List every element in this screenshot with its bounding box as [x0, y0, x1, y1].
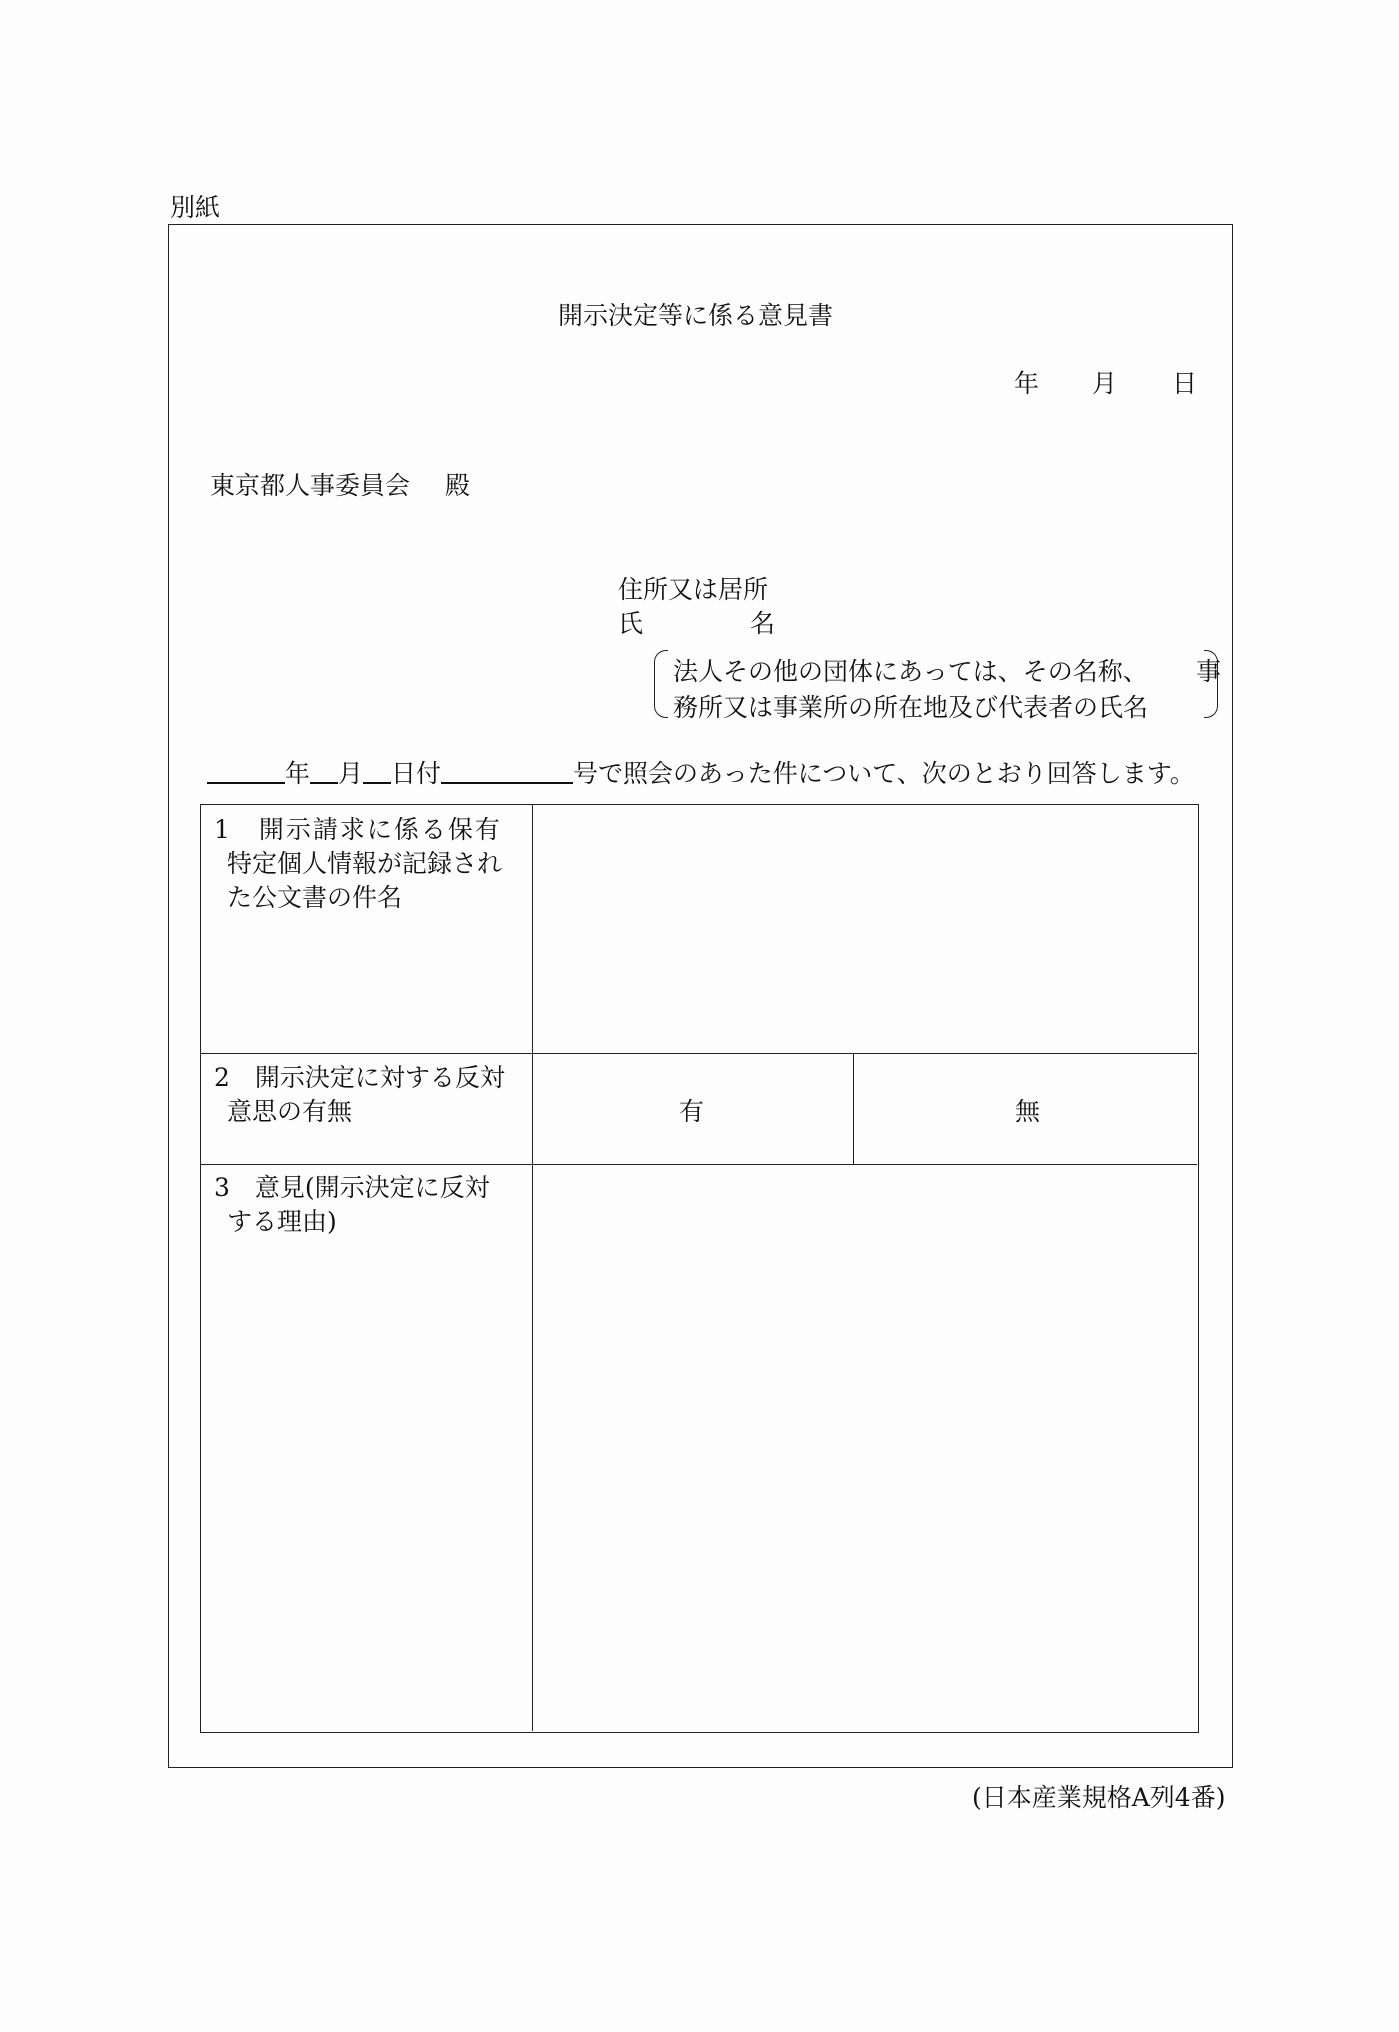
day-blank[interactable] [363, 760, 391, 784]
corp-note-line1: 法人その他の団体にあっては、その名称、 [673, 657, 1148, 686]
ref-day-label: 日付 [391, 759, 442, 788]
document-name-field[interactable] [534, 805, 1197, 1052]
row2-label [214, 1061, 505, 1129]
opinion-table [200, 804, 1199, 1733]
corp-note-line1-end: 事 [1196, 657, 1222, 686]
addressee-suffix: 殿 [445, 471, 471, 500]
address-label: 住所又は居所 [618, 575, 769, 604]
row-divider-1 [201, 1053, 1197, 1054]
row3-label [214, 1171, 490, 1239]
reference-line [207, 754, 1195, 790]
ref-number-text: 号で照会のあった件について、次のとおり回答します。 [573, 759, 1195, 788]
option-no[interactable]: 無 [1015, 1097, 1041, 1126]
ref-month-label: 月 [338, 759, 364, 788]
row3-label-line1: 3 意見(開示決定に反対 [214, 1173, 490, 1202]
number-blank[interactable] [441, 760, 573, 784]
year-blank[interactable] [207, 760, 285, 784]
name-label-first: 氏 [618, 609, 644, 638]
left-bracket [654, 650, 668, 718]
column-divider [532, 805, 533, 1731]
option-yes[interactable]: 有 [679, 1097, 705, 1126]
opinion-field[interactable] [534, 1166, 1197, 1731]
date-day-label: 日 [1172, 369, 1198, 398]
ref-year-label: 年 [285, 759, 311, 788]
paper-size-note: (日本産業規格A列4番) [972, 1783, 1226, 1812]
row-divider-2 [201, 1164, 1197, 1165]
document-title: 開示決定等に係る意見書 [558, 301, 834, 330]
attachment-label: 別紙 [170, 193, 221, 222]
date-month-label: 月 [1092, 369, 1118, 398]
row1-label-line3: た公文書の件名 [227, 883, 403, 912]
row2-label-line1: 2 開示決定に対する反対 [214, 1063, 505, 1092]
month-blank[interactable] [310, 760, 338, 784]
date-year-label: 年 [1014, 369, 1040, 398]
addressee: 東京都人事委員会 [210, 471, 411, 500]
corp-note-line2: 務所又は事業所の所在地及び代表者の氏名 [673, 693, 1149, 722]
row2-label-line2: 意思の有無 [227, 1097, 353, 1126]
row1-label-line1: 1 開示請求に係る保有 [214, 815, 502, 844]
yes-no-divider [853, 1053, 854, 1164]
row3-label-line2: する理由) [227, 1207, 337, 1236]
row1-label [214, 813, 502, 915]
name-label-second: 名 [750, 609, 776, 638]
row1-label-line2: 特定個人情報が記録され [227, 849, 503, 878]
